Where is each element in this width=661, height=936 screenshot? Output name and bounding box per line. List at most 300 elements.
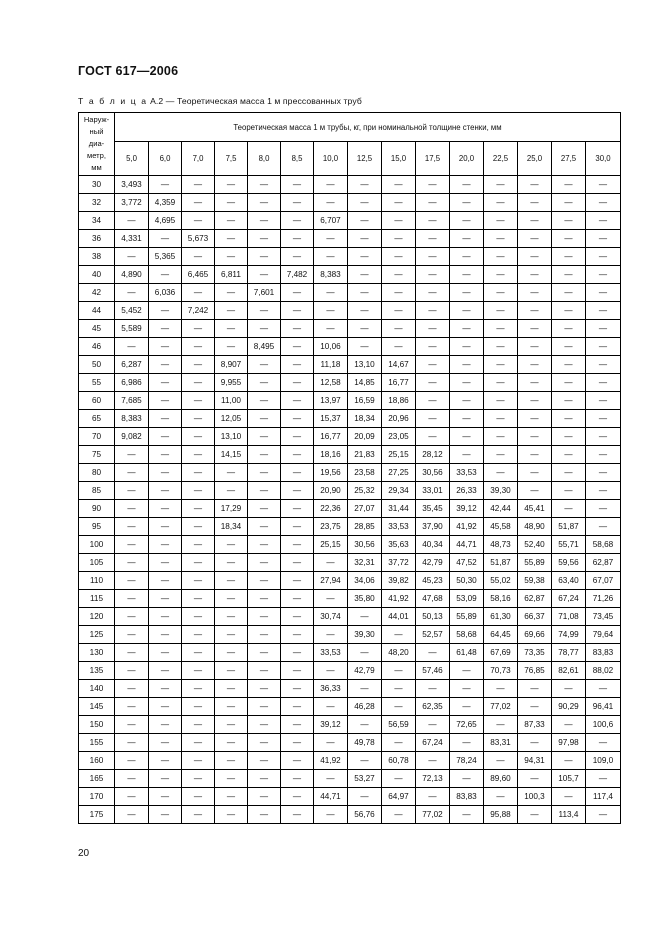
mass-cell: — <box>586 518 621 536</box>
mass-cell: 44,01 <box>382 608 416 626</box>
mass-cell: 62,35 <box>416 698 450 716</box>
mass-cell: — <box>552 752 586 770</box>
mass-cell: 30,74 <box>314 608 348 626</box>
table-row <box>79 410 621 428</box>
mass-cell: 53,27 <box>348 770 382 788</box>
mass-cell: 52,57 <box>416 626 450 644</box>
mass-table <box>78 112 621 824</box>
mass-cell: 6,036 <box>149 284 182 302</box>
mass-cell: — <box>248 176 281 194</box>
mass-cell: 105,7 <box>552 770 586 788</box>
diameter-cell: 45 <box>79 320 115 338</box>
mass-cell: 72,65 <box>450 716 484 734</box>
mass-cell: — <box>552 446 586 464</box>
mass-cell: — <box>248 392 281 410</box>
mass-cell: — <box>215 806 248 824</box>
table-row <box>79 806 621 824</box>
mass-cell: — <box>348 680 382 698</box>
mass-cell: 20,96 <box>382 410 416 428</box>
mass-cell: 100,3 <box>518 788 552 806</box>
mass-cell: — <box>484 410 518 428</box>
mass-cell: — <box>552 266 586 284</box>
mass-cell: — <box>215 698 248 716</box>
mass-cell: 16,59 <box>348 392 382 410</box>
table-row <box>79 356 621 374</box>
mass-cell: 53,09 <box>450 590 484 608</box>
mass-cell: — <box>586 284 621 302</box>
mass-cell: 46,28 <box>348 698 382 716</box>
mass-cell: — <box>115 338 149 356</box>
mass-cell: — <box>518 806 552 824</box>
mass-cell: — <box>115 500 149 518</box>
mass-cell: 30,56 <box>416 464 450 482</box>
mass-cell: 15,37 <box>314 410 348 428</box>
mass-cell: — <box>586 248 621 266</box>
table-row <box>79 320 621 338</box>
mass-cell: — <box>115 644 149 662</box>
mass-cell: — <box>586 302 621 320</box>
mass-cell: — <box>281 500 314 518</box>
mass-cell: — <box>586 338 621 356</box>
mass-cell: — <box>484 248 518 266</box>
mass-cell: — <box>215 302 248 320</box>
mass-cell: — <box>416 212 450 230</box>
mass-cell: — <box>149 788 182 806</box>
mass-cell: 10,06 <box>314 338 348 356</box>
mass-cell: — <box>182 428 215 446</box>
mass-cell: — <box>382 230 416 248</box>
mass-cell: — <box>416 284 450 302</box>
mass-cell: — <box>115 248 149 266</box>
mass-cell: 51,87 <box>552 518 586 536</box>
mass-cell: — <box>182 176 215 194</box>
mass-cell: — <box>416 356 450 374</box>
mass-cell: — <box>248 518 281 536</box>
diameter-cell: 75 <box>79 446 115 464</box>
mass-cell: 67,24 <box>552 590 586 608</box>
mass-cell: — <box>115 608 149 626</box>
mass-cell: 4,890 <box>115 266 149 284</box>
mass-cell: — <box>149 464 182 482</box>
mass-cell: — <box>314 284 348 302</box>
mass-cell: — <box>484 356 518 374</box>
mass-cell: — <box>115 806 149 824</box>
table-row <box>79 374 621 392</box>
thickness-column-header: 30,0 <box>586 142 621 176</box>
mass-cell: — <box>281 716 314 734</box>
mass-cell: — <box>484 680 518 698</box>
mass-cell: 23,05 <box>382 428 416 446</box>
mass-cell: — <box>215 230 248 248</box>
mass-cell: 30,56 <box>348 536 382 554</box>
mass-cell: — <box>450 230 484 248</box>
mass-cell: — <box>149 266 182 284</box>
mass-cell: — <box>552 284 586 302</box>
mass-cell: — <box>416 374 450 392</box>
mass-cell: — <box>314 176 348 194</box>
table-row <box>79 338 621 356</box>
mass-cell: 49,78 <box>348 734 382 752</box>
mass-cell: 7,685 <box>115 392 149 410</box>
mass-cell: 12,05 <box>215 410 248 428</box>
mass-cell: — <box>518 482 552 500</box>
mass-cell: — <box>586 680 621 698</box>
mass-cell: — <box>281 752 314 770</box>
mass-cell: 109,0 <box>586 752 621 770</box>
mass-cell: — <box>586 446 621 464</box>
mass-cell: — <box>182 536 215 554</box>
mass-cell: 6,811 <box>215 266 248 284</box>
mass-cell: — <box>552 392 586 410</box>
mass-cell: 88,02 <box>586 662 621 680</box>
mass-cell: — <box>215 320 248 338</box>
mass-cell: — <box>450 806 484 824</box>
mass-cell: 70,73 <box>484 662 518 680</box>
mass-cell: — <box>182 410 215 428</box>
mass-cell: 6,287 <box>115 356 149 374</box>
mass-cell: 67,69 <box>484 644 518 662</box>
mass-cell: — <box>314 590 348 608</box>
mass-cell: — <box>248 194 281 212</box>
mass-cell: — <box>115 572 149 590</box>
mass-cell: — <box>450 302 484 320</box>
mass-cell: — <box>215 716 248 734</box>
mass-cell: 55,89 <box>518 554 552 572</box>
mass-cell: — <box>149 410 182 428</box>
mass-cell: — <box>248 230 281 248</box>
mass-cell: 17,29 <box>215 500 248 518</box>
mass-cell: 28,12 <box>416 446 450 464</box>
mass-cell: — <box>382 320 416 338</box>
mass-cell: — <box>586 230 621 248</box>
diameter-cell: 55 <box>79 374 115 392</box>
mass-cell: — <box>552 716 586 734</box>
mass-cell: 33,01 <box>416 482 450 500</box>
mass-cell: — <box>215 464 248 482</box>
page-number: 20 <box>78 848 90 859</box>
mass-cell: 27,94 <box>314 572 348 590</box>
mass-cell: 71,08 <box>552 608 586 626</box>
table-row <box>79 230 621 248</box>
mass-cell: — <box>416 176 450 194</box>
table-row <box>79 734 621 752</box>
mass-cell: 113,4 <box>552 806 586 824</box>
mass-cell: — <box>215 572 248 590</box>
mass-cell: 78,24 <box>450 752 484 770</box>
mass-cell: — <box>348 212 382 230</box>
mass-cell: — <box>450 338 484 356</box>
mass-cell: — <box>115 734 149 752</box>
mass-cell: — <box>416 788 450 806</box>
mass-cell: — <box>518 734 552 752</box>
mass-cell: 47,52 <box>450 554 484 572</box>
mass-cell: — <box>182 338 215 356</box>
mass-cell: 47,68 <box>416 590 450 608</box>
mass-cell: — <box>314 302 348 320</box>
mass-span-header: Теоретическая масса 1 м трубы, кг, при номинальной толщине стенки, мм <box>115 113 621 142</box>
mass-cell: — <box>149 428 182 446</box>
mass-cell: 14,15 <box>215 446 248 464</box>
mass-cell: — <box>382 770 416 788</box>
mass-cell: — <box>248 500 281 518</box>
mass-cell: — <box>348 302 382 320</box>
mass-cell: 35,63 <box>382 536 416 554</box>
mass-cell: — <box>382 626 416 644</box>
mass-cell: — <box>248 410 281 428</box>
mass-cell: 34,06 <box>348 572 382 590</box>
mass-cell: — <box>182 374 215 392</box>
mass-cell: — <box>416 716 450 734</box>
mass-cell: — <box>182 572 215 590</box>
mass-cell: 95,88 <box>484 806 518 824</box>
mass-cell: — <box>348 320 382 338</box>
mass-cell: 56,59 <box>382 716 416 734</box>
diameter-cell: 90 <box>79 500 115 518</box>
mass-cell: — <box>215 590 248 608</box>
mass-cell: — <box>115 212 149 230</box>
mass-cell: — <box>115 590 149 608</box>
thickness-column-header: 12,5 <box>348 142 382 176</box>
mass-cell: 67,24 <box>416 734 450 752</box>
mass-cell: — <box>450 662 484 680</box>
mass-cell: — <box>484 284 518 302</box>
diameter-header-line: Наруж- <box>83 115 110 124</box>
mass-cell: 89,60 <box>484 770 518 788</box>
mass-cell: — <box>149 770 182 788</box>
mass-cell: — <box>484 716 518 734</box>
mass-cell: 20,09 <box>348 428 382 446</box>
mass-cell: 42,79 <box>416 554 450 572</box>
mass-cell: — <box>248 626 281 644</box>
mass-cell: — <box>348 194 382 212</box>
mass-cell: — <box>382 266 416 284</box>
mass-cell: 64,45 <box>484 626 518 644</box>
diameter-cell: 165 <box>79 770 115 788</box>
diameter-cell: 32 <box>79 194 115 212</box>
table-row <box>79 212 621 230</box>
mass-cell: 67,07 <box>586 572 621 590</box>
mass-cell: — <box>248 572 281 590</box>
mass-cell: — <box>552 410 586 428</box>
mass-cell: — <box>281 662 314 680</box>
mass-cell: — <box>314 698 348 716</box>
mass-cell: — <box>586 428 621 446</box>
mass-cell: 5,673 <box>182 230 215 248</box>
mass-cell: 27,07 <box>348 500 382 518</box>
mass-cell: 39,12 <box>450 500 484 518</box>
mass-cell: — <box>182 590 215 608</box>
mass-cell: — <box>348 230 382 248</box>
mass-cell: — <box>115 536 149 554</box>
mass-cell: 48,90 <box>518 518 552 536</box>
mass-cell: — <box>484 230 518 248</box>
table-caption-prefix: Т а б л и ц а <box>78 96 148 106</box>
mass-cell: 35,80 <box>348 590 382 608</box>
mass-cell: 117,4 <box>586 788 621 806</box>
mass-cell: 11,00 <box>215 392 248 410</box>
thickness-column-header: 25,0 <box>518 142 552 176</box>
mass-cell: — <box>281 482 314 500</box>
mass-cell: — <box>348 266 382 284</box>
mass-cell: 69,66 <box>518 626 552 644</box>
mass-cell: — <box>484 212 518 230</box>
mass-cell: 7,242 <box>182 302 215 320</box>
mass-cell: 11,18 <box>314 356 348 374</box>
mass-cell: — <box>450 680 484 698</box>
mass-cell: — <box>149 680 182 698</box>
thickness-column-header: 20,0 <box>450 142 484 176</box>
mass-cell: — <box>314 662 348 680</box>
mass-cell: — <box>149 230 182 248</box>
diameter-header-line: ный <box>89 127 104 136</box>
mass-cell: 13,10 <box>348 356 382 374</box>
mass-cell: 83,31 <box>484 734 518 752</box>
diameter-cell: 95 <box>79 518 115 536</box>
table-row <box>79 626 621 644</box>
mass-cell: 3,493 <box>115 176 149 194</box>
mass-cell: 9,955 <box>215 374 248 392</box>
mass-cell: 58,16 <box>484 590 518 608</box>
diameter-cell: 125 <box>79 626 115 644</box>
mass-cell: — <box>484 464 518 482</box>
mass-cell: — <box>149 734 182 752</box>
mass-cell: — <box>416 752 450 770</box>
mass-cell: — <box>484 194 518 212</box>
mass-cell: — <box>416 410 450 428</box>
diameter-cell: 145 <box>79 698 115 716</box>
mass-cell: — <box>518 680 552 698</box>
mass-cell: — <box>552 500 586 518</box>
mass-cell: — <box>281 734 314 752</box>
mass-cell: — <box>182 518 215 536</box>
mass-cell: — <box>215 176 248 194</box>
mass-cell: — <box>552 320 586 338</box>
mass-cell: 63,40 <box>552 572 586 590</box>
mass-cell: — <box>314 554 348 572</box>
diameter-cell: 44 <box>79 302 115 320</box>
diameter-cell: 65 <box>79 410 115 428</box>
mass-cell: — <box>182 752 215 770</box>
mass-cell: — <box>149 374 182 392</box>
mass-cell: — <box>182 194 215 212</box>
mass-cell: — <box>149 320 182 338</box>
mass-cell: — <box>281 320 314 338</box>
mass-cell: — <box>552 464 586 482</box>
mass-cell: — <box>382 284 416 302</box>
diameter-cell: 160 <box>79 752 115 770</box>
mass-cell: 77,02 <box>416 806 450 824</box>
table-row <box>79 392 621 410</box>
diameter-cell: 80 <box>79 464 115 482</box>
mass-cell: — <box>281 590 314 608</box>
mass-cell: — <box>182 284 215 302</box>
mass-cell: — <box>518 176 552 194</box>
mass-cell: — <box>149 482 182 500</box>
mass-cell: — <box>281 176 314 194</box>
mass-cell: — <box>115 626 149 644</box>
mass-cell: — <box>248 428 281 446</box>
mass-cell: — <box>348 788 382 806</box>
thickness-column-header: 10,0 <box>314 142 348 176</box>
mass-cell: — <box>115 284 149 302</box>
mass-cell: — <box>518 428 552 446</box>
mass-cell: — <box>149 590 182 608</box>
table-row <box>79 788 621 806</box>
mass-cell: — <box>348 752 382 770</box>
mass-cell: — <box>215 770 248 788</box>
diameter-cell: 40 <box>79 266 115 284</box>
diameter-cell: 140 <box>79 680 115 698</box>
mass-cell: — <box>182 662 215 680</box>
mass-cell: — <box>281 698 314 716</box>
table-row <box>79 680 621 698</box>
mass-cell: 73,45 <box>586 608 621 626</box>
mass-cell: 14,67 <box>382 356 416 374</box>
diameter-cell: 36 <box>79 230 115 248</box>
mass-cell: 23,58 <box>348 464 382 482</box>
mass-cell: — <box>182 482 215 500</box>
mass-cell: 74,99 <box>552 626 586 644</box>
table-row <box>79 446 621 464</box>
mass-cell: 18,34 <box>215 518 248 536</box>
mass-cell: 6,465 <box>182 266 215 284</box>
mass-cell: — <box>586 734 621 752</box>
mass-cell: — <box>115 770 149 788</box>
mass-cell: — <box>484 374 518 392</box>
mass-cell: — <box>518 194 552 212</box>
mass-cell: 4,695 <box>149 212 182 230</box>
mass-cell: — <box>348 644 382 662</box>
mass-cell: — <box>518 338 552 356</box>
mass-cell: 50,30 <box>450 572 484 590</box>
table-row <box>79 248 621 266</box>
mass-cell: — <box>215 608 248 626</box>
mass-cell: — <box>182 320 215 338</box>
mass-cell: — <box>586 392 621 410</box>
mass-cell: — <box>149 518 182 536</box>
mass-cell: — <box>215 626 248 644</box>
mass-cell: — <box>248 302 281 320</box>
mass-cell: 45,23 <box>416 572 450 590</box>
mass-cell: 62,87 <box>518 590 552 608</box>
mass-cell: 13,10 <box>215 428 248 446</box>
mass-cell: 18,86 <box>382 392 416 410</box>
mass-cell: — <box>248 482 281 500</box>
mass-cell: — <box>149 446 182 464</box>
diameter-cell: 100 <box>79 536 115 554</box>
mass-cell: 64,97 <box>382 788 416 806</box>
mass-cell: 79,64 <box>586 626 621 644</box>
mass-cell: — <box>281 356 314 374</box>
mass-cell: 19,56 <box>314 464 348 482</box>
table-row <box>79 500 621 518</box>
table-row <box>79 176 621 194</box>
mass-cell: — <box>552 212 586 230</box>
mass-cell: — <box>248 716 281 734</box>
mass-cell: — <box>281 554 314 572</box>
mass-cell: 14,85 <box>348 374 382 392</box>
mass-cell: — <box>115 788 149 806</box>
mass-cell: — <box>215 338 248 356</box>
mass-cell: 45,58 <box>484 518 518 536</box>
mass-cell: — <box>281 446 314 464</box>
mass-cell: — <box>115 464 149 482</box>
table-row <box>79 302 621 320</box>
mass-cell: — <box>586 266 621 284</box>
mass-cell: — <box>215 248 248 266</box>
mass-cell: 39,30 <box>484 482 518 500</box>
mass-cell: 18,34 <box>348 410 382 428</box>
